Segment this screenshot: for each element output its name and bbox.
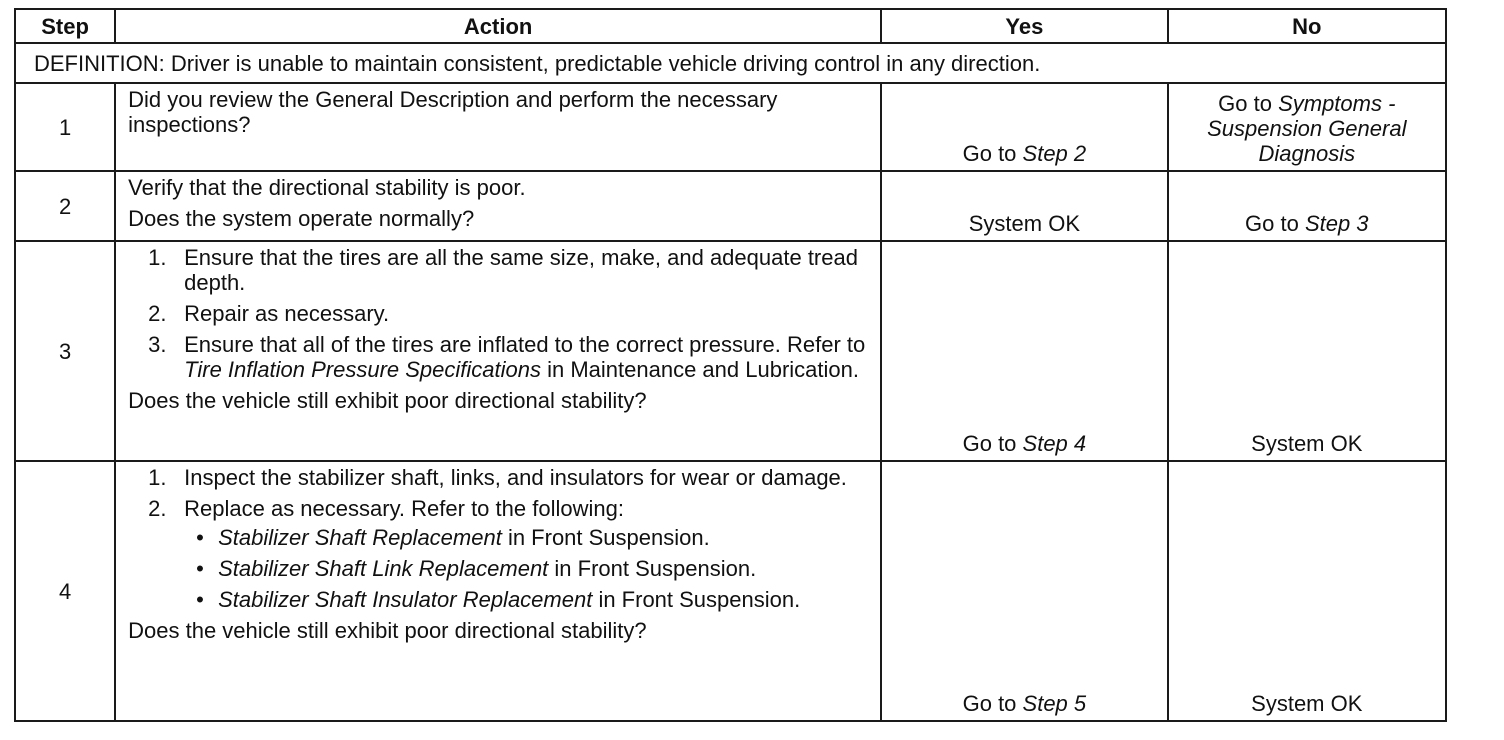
definition-text: DEFINITION: Driver is unable to maintain consistent, predictable vehicle driving control in any direction. bbox=[15, 43, 1446, 83]
step-action bbox=[115, 83, 881, 171]
bullet-text: in Front Suspension. bbox=[501, 525, 710, 550]
yes-cell bbox=[881, 241, 1167, 461]
header-step: Step bbox=[15, 9, 115, 43]
no-cell: System OK bbox=[1168, 461, 1446, 721]
action-text: Verify that the directional stability is poor. bbox=[128, 175, 526, 200]
header-yes: Yes bbox=[881, 9, 1167, 43]
question-text: Does the system operate normally? bbox=[128, 206, 475, 231]
item-number: 3. bbox=[148, 332, 167, 357]
header-row bbox=[15, 9, 1446, 43]
no-step-link[interactable]: Step 3 bbox=[1304, 211, 1369, 236]
stabilizer-shaft-link[interactable]: Stabilizer Shaft Replacement bbox=[218, 525, 502, 550]
step-number: 3 bbox=[15, 241, 115, 461]
yes-cell bbox=[881, 461, 1167, 721]
question-text: Does the vehicle still exhibit poor directional stability? bbox=[128, 618, 647, 643]
reference-list bbox=[184, 525, 868, 612]
list-item bbox=[128, 301, 868, 326]
no-cell bbox=[1168, 83, 1446, 171]
list-item bbox=[128, 465, 868, 490]
yes-prefix: Go to bbox=[962, 691, 1023, 716]
list-item bbox=[128, 332, 868, 382]
yes-prefix: Go to bbox=[962, 431, 1023, 456]
no-cell: System OK bbox=[1168, 241, 1446, 461]
step-action bbox=[115, 241, 881, 461]
item-text: Repair as necessary. bbox=[184, 301, 390, 326]
yes-prefix: Go to bbox=[962, 141, 1023, 166]
tire-inflation-link[interactable]: Tire Inflation Pressure Specifications bbox=[184, 357, 541, 382]
question-text: Does the vehicle still exhibit poor directional stability? bbox=[128, 388, 647, 413]
item-text: Replace as necessary. Refer to the following: bbox=[184, 496, 624, 521]
item-number: 2. bbox=[148, 301, 167, 326]
bullet-item bbox=[184, 556, 868, 581]
list-item bbox=[128, 245, 868, 295]
no-cell bbox=[1168, 171, 1446, 241]
item-number: 1. bbox=[148, 465, 167, 490]
item-text: Inspect the stabilizer shaft, links, and insulators for wear or damage. bbox=[184, 465, 847, 490]
list-item bbox=[128, 496, 868, 612]
table-row bbox=[15, 83, 1446, 171]
step-action bbox=[115, 171, 881, 241]
step-number: 2 bbox=[15, 171, 115, 241]
yes-step-link[interactable]: Step 4 bbox=[1022, 431, 1087, 456]
no-prefix: Go to bbox=[1245, 211, 1305, 236]
item-text: in Maintenance and Lubrication. bbox=[540, 357, 859, 382]
table-row bbox=[15, 171, 1446, 241]
header-no: No bbox=[1168, 9, 1446, 43]
bullet-text: in Front Suspension. bbox=[592, 587, 801, 612]
definition-row bbox=[15, 43, 1446, 83]
table-row bbox=[15, 241, 1446, 461]
yes-step-link[interactable]: Step 5 bbox=[1022, 691, 1087, 716]
table-row bbox=[15, 461, 1446, 721]
no-prefix: Go to bbox=[1218, 91, 1279, 116]
header-action: Action bbox=[115, 9, 881, 43]
item-number: 2. bbox=[148, 496, 167, 521]
yes-cell bbox=[881, 83, 1167, 171]
step-number: 4 bbox=[15, 461, 115, 721]
step-action bbox=[115, 461, 881, 721]
bullet-item bbox=[184, 525, 868, 550]
stabilizer-shaft-insulator-link[interactable]: Stabilizer Shaft Insulator Replacement bbox=[218, 587, 593, 612]
step-number: 1 bbox=[15, 83, 115, 171]
action-text: Did you review the General Description and perform the necessary inspections? bbox=[128, 87, 778, 137]
no-symptoms-link[interactable]: Symptoms - Suspension General Diagnosis bbox=[1207, 91, 1407, 166]
item-text: Ensure that the tires are all the same size, make, and adequate tread depth. bbox=[184, 245, 858, 295]
item-number: 1. bbox=[148, 245, 167, 270]
stabilizer-shaft-link-replacement-link[interactable]: Stabilizer Shaft Link Replacement bbox=[218, 556, 549, 581]
yes-step-link[interactable]: Step 2 bbox=[1022, 141, 1087, 166]
instruction-list bbox=[128, 465, 868, 612]
bullet-text: in Front Suspension. bbox=[548, 556, 757, 581]
diagnostic-table bbox=[14, 8, 1447, 722]
item-text: Ensure that all of the tires are inflated to the correct pressure. Refer to bbox=[184, 332, 866, 357]
bullet-item bbox=[184, 587, 868, 612]
instruction-list bbox=[128, 245, 868, 382]
yes-cell: System OK bbox=[881, 171, 1167, 241]
